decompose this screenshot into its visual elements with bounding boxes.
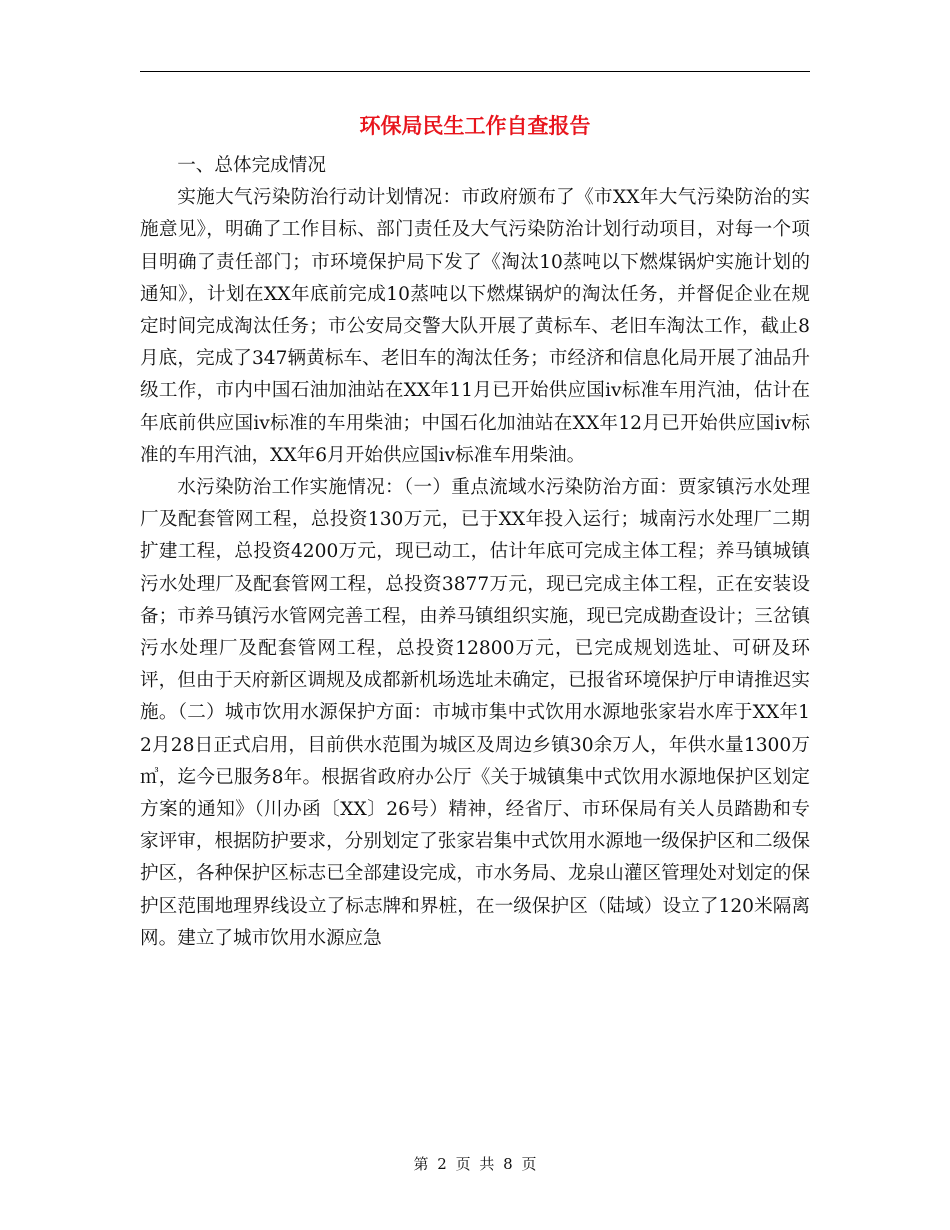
page-number: 第 2 页 共 8 页 (413, 1155, 537, 1173)
document-body (140, 150, 810, 955)
paragraph-air-pollution: 实施大气污染防治行动计划情况：市政府颁布了《市XX年大气污染防治的实施意见》，明确了工作目标、部门责任及大气污染防治计划行动项目，对每一个项目明确了责任部门；市环境保护局下发了《淘汰10蒸吨以下燃煤锅炉实施计划的通知》，计划在XX年底前完成10蒸吨以下燃煤锅炉的淘汰任务，并督促企业在规定时间完成淘汰任务；市公安局交警大队开展了黄标车、老旧车淘汰工作，截止8月底，完成了347辆黄标车、老旧车的淘汰任务；市经济和信息化局开展了油品升级工作，市内中国石油加油站在XX年11月已开始供应国ⅳ标准车用汽油，估计在年底前供应国ⅳ标准的车用柴油；中国石化加油站在XX年12月已开始供应国ⅳ标准的车用汽油，XX年6月开始供应国ⅳ标准车用柴油。 (140, 187, 810, 466)
document-title: 环保局民生工作自查报告 (359, 114, 591, 138)
section-heading: 一、总体完成情况 (177, 155, 326, 176)
paragraph-water-pollution: 水污染防治工作实施情况：（一）重点流域水污染防治方面：贾家镇污水处理厂及配套管网工程，总投资130万元，已于XX年投入运行；城南污水处理厂二期扩建工程，总投资4200万元，现已动工，估计年底可完成主体工程；养马镇城镇污水处理厂及配套管网工程，总投资3877万元，现已完成主体工程，正在安装设备；市养马镇污水管网完善工程，由养马镇组织实施，现已完成勘查设计；三岔镇污水处理厂及配套管网工程，总投资12800万元，已完成规划选址、可研及环评，但由于天府新区调规及成都新机场选址未确定，已报省环境保护厅申请推迟实施。（二）城市饮用水源保护方面：市城市集中式饮用水源地张家岩水库于XX年12月28日正式启用，目前供水范围为城区及周边乡镇30余万人，年供水量1300万㎥，迄今已服务8年。根据省政府办公厅《关于城镇集中式饮用水源地保护区划定方案的通知》（川办函〔XX〕26号）精神，经省厅、市环保局有关人员踏勘和专家评审，根据防护要求，分别划定了张家岩集中式饮用水源地一级保护区和二级保护区，各种保护区标志已全部建设完成，市水务局、龙泉山灌区管理处对划定的保护区范围地理界线设立了标志牌和界桩，在一级保护区（陆域）设立了120米隔离网。建立了城市饮用水源应急 (140, 477, 810, 949)
header-rule (140, 71, 810, 72)
